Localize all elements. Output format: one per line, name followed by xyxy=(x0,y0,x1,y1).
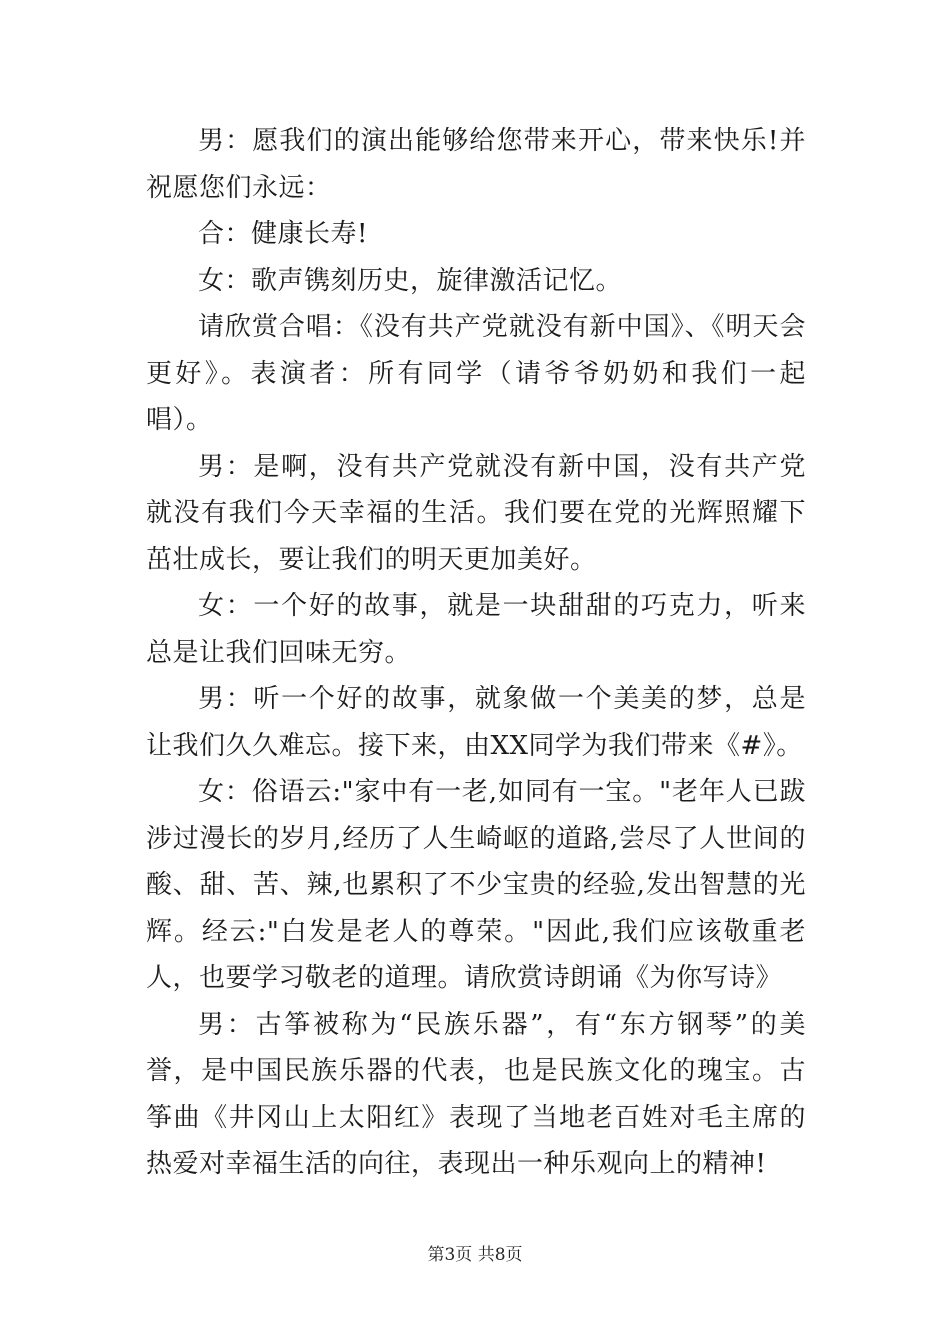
paragraph: 请欣赏合唱：《没有共产党就没有新中国》、《明天会更好》。表演者：所有同学（请爷爷奶奶和我们一起唱）。 xyxy=(146,312,806,435)
document-body xyxy=(146,118,806,1188)
paragraph: 男：愿我们的演出能够给您带来开心，带来快乐!并祝愿您们永远： xyxy=(146,126,806,203)
paragraph: 女：歌声镌刻历史，旋律激活记忆。 xyxy=(198,265,623,296)
paragraph: 男：是啊，没有共产党就没有新中国，没有共产党就没有我们今天幸福的生活。我们要在党的光辉照耀下茁壮成长，要让我们的明天更加美好。 xyxy=(146,451,806,575)
page-number-footer: 第3页 共8页 xyxy=(427,1245,523,1265)
paragraph: 女：俗语云:"家中有一老,如同有一宝。"老年人已跋涉过漫长的岁月,经历了人生崎岖的道路,尝尽了人世间的酸、甜、苦、辣,也累积了不少宝贵的经验,发出智慧的光辉。经云:"白发是老人的尊荣。"因此,我们应该敬重老人，也要学习敬老的道理。请欣赏诗朗诵《为你写诗》 xyxy=(146,777,806,993)
paragraph: 合：健康长寿! xyxy=(198,219,368,249)
paragraph: 男：听一个好的故事，就象做一个美美的梦，总是让我们久久难忘。接下来，由XX同学为我们带来《#》。 xyxy=(146,684,806,761)
paragraph: 女：一个好的故事，就是一块甜甜的巧克力，听来总是让我们回味无穷。 xyxy=(146,591,806,668)
paragraph: 男：古筝被称为“民族乐器”，有“东方钢琴”的美誉，是中国民族乐器的代表，也是民族文化的瑰宝。古筝曲《井冈山上太阳红》表现了当地老百姓对毛主席的热爱对幸福生活的向往，表现出一种乐观向上的精神! xyxy=(146,1009,806,1179)
